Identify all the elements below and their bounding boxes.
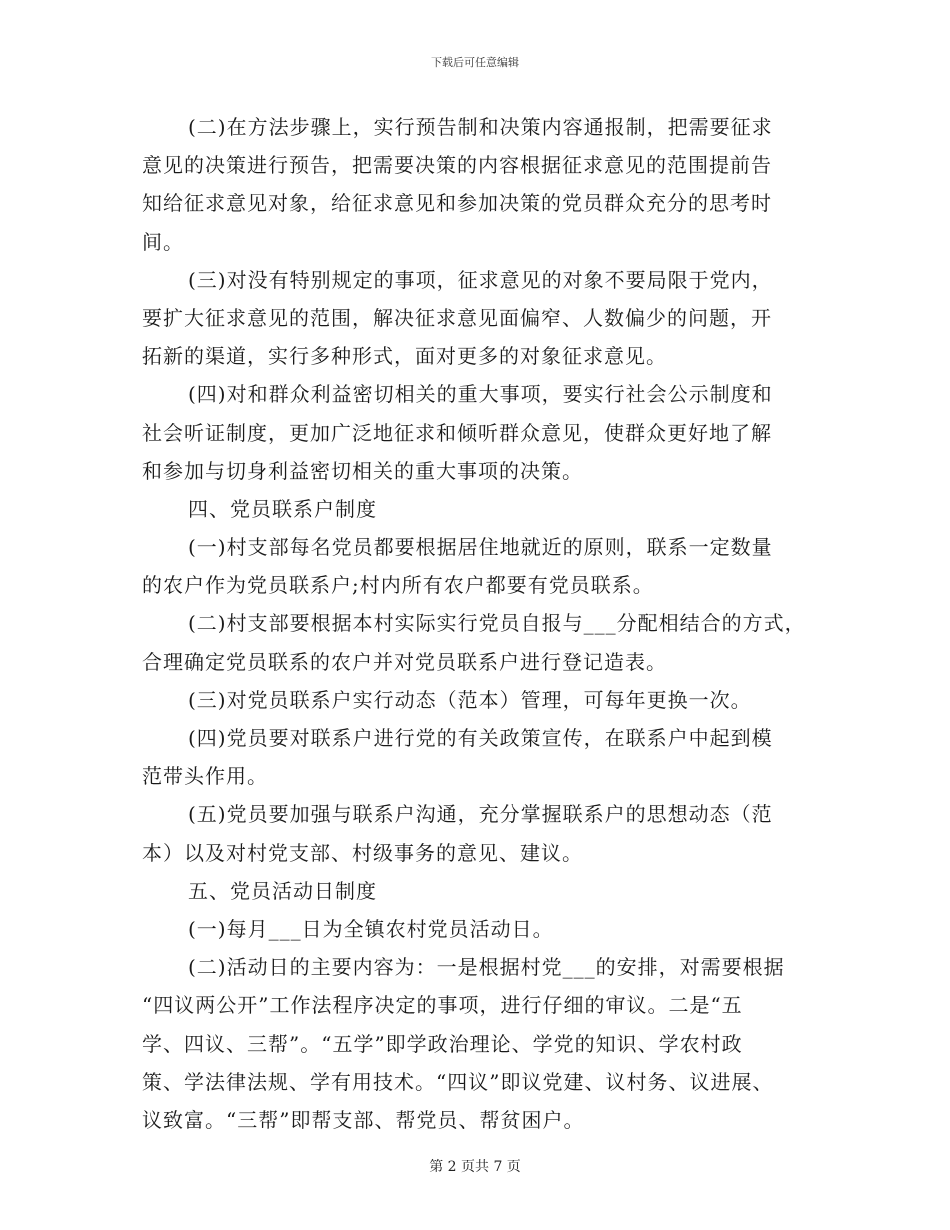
page-header: 下载后可任意编辑 <box>431 56 519 69</box>
paragraph-line: 拓新的渠道，实行多种形式，面对更多的对象征求意见。 <box>142 344 667 369</box>
paragraph-line: (一)每月___日为全镇农村党员活动日。 <box>188 916 554 941</box>
page-number: 第 2 页共 7 页 <box>429 1159 521 1175</box>
paragraph-line: 的农户作为党员联系户;村内所有农户都要有党员联系。 <box>142 573 654 598</box>
section-heading: 四、党员联系户制度 <box>188 496 377 521</box>
paragraph-line: (二)活动日的主要内容为：一是根据村党___的安排，对需要根据 <box>188 955 785 980</box>
document-body <box>142 108 812 1139</box>
paragraph-line: 知给征求意见对象，给征求意见和参加决策的党员群众充分的思考时 <box>142 191 772 216</box>
paragraph-line: 范带头作用。 <box>142 764 268 789</box>
paragraph-line: (三)对党员联系户实行动态（范本）管理，可每年更换一次。 <box>188 687 752 712</box>
paragraph-line: 学、四议、三帮”。“五学”即学政治理论、学党的知识、学农村政 <box>142 1031 743 1056</box>
paragraph-line: 间。 <box>142 229 184 254</box>
paragraph-line: (二)村支部要根据本村实际实行党员自报与___分配相结合的方式， <box>188 611 806 636</box>
paragraph-line: 要扩大征求意见的范围，解决征求意见面偏窄、人数偏少的问题，开 <box>142 305 772 330</box>
paragraph-line: 本）以及对村党支部、村级事务的意见、建议。 <box>142 840 583 865</box>
paragraph-line: 议致富。“三帮”即帮支部、帮党员、帮贫困户。 <box>142 1107 585 1132</box>
paragraph-line: (四)对和群众利益密切相关的重大事项，要实行社会公示制度和 <box>188 382 773 407</box>
paragraph-line: (五)党员要加强与联系户沟通，充分掌握联系户的思想动态（范 <box>188 802 773 827</box>
paragraph-line: 策、学法律法规、学有用技术。“四议”即议党建、议村务、议进展、 <box>142 1069 774 1094</box>
paragraph-line: (一)村支部每名党员都要根据居住地就近的原则，联系一定数量 <box>188 535 773 560</box>
section-heading: 五、党员活动日制度 <box>188 878 377 903</box>
paragraph-line: 和参加与切身利益密切相关的重大事项的决策。 <box>142 458 583 483</box>
paragraph-line: “四议两公开”工作法程序决定的事项，进行仔细的审议。二是“五 <box>142 993 743 1018</box>
paragraph-line: 社会听证制度，更加广泛地征求和倾听群众意见，使群众更好地了解 <box>142 420 772 445</box>
paragraph-line: (二)在方法步骤上，实行预告制和决策内容通报制，把需要征求 <box>188 115 773 139</box>
paragraph-line: 意见的决策进行预告，把需要决策的内容根据征求意见的范围提前告 <box>142 153 772 178</box>
paragraph-line: (三)对没有特别规定的事项，征求意见的对象不要局限于党内， <box>188 267 773 292</box>
paragraph-line: (四)党员要对联系户进行党的有关政策宣传，在联系户中起到模 <box>188 726 773 750</box>
paragraph-line: 合理确定党员联系的农户并对党员联系户进行登记造表。 <box>142 649 667 674</box>
